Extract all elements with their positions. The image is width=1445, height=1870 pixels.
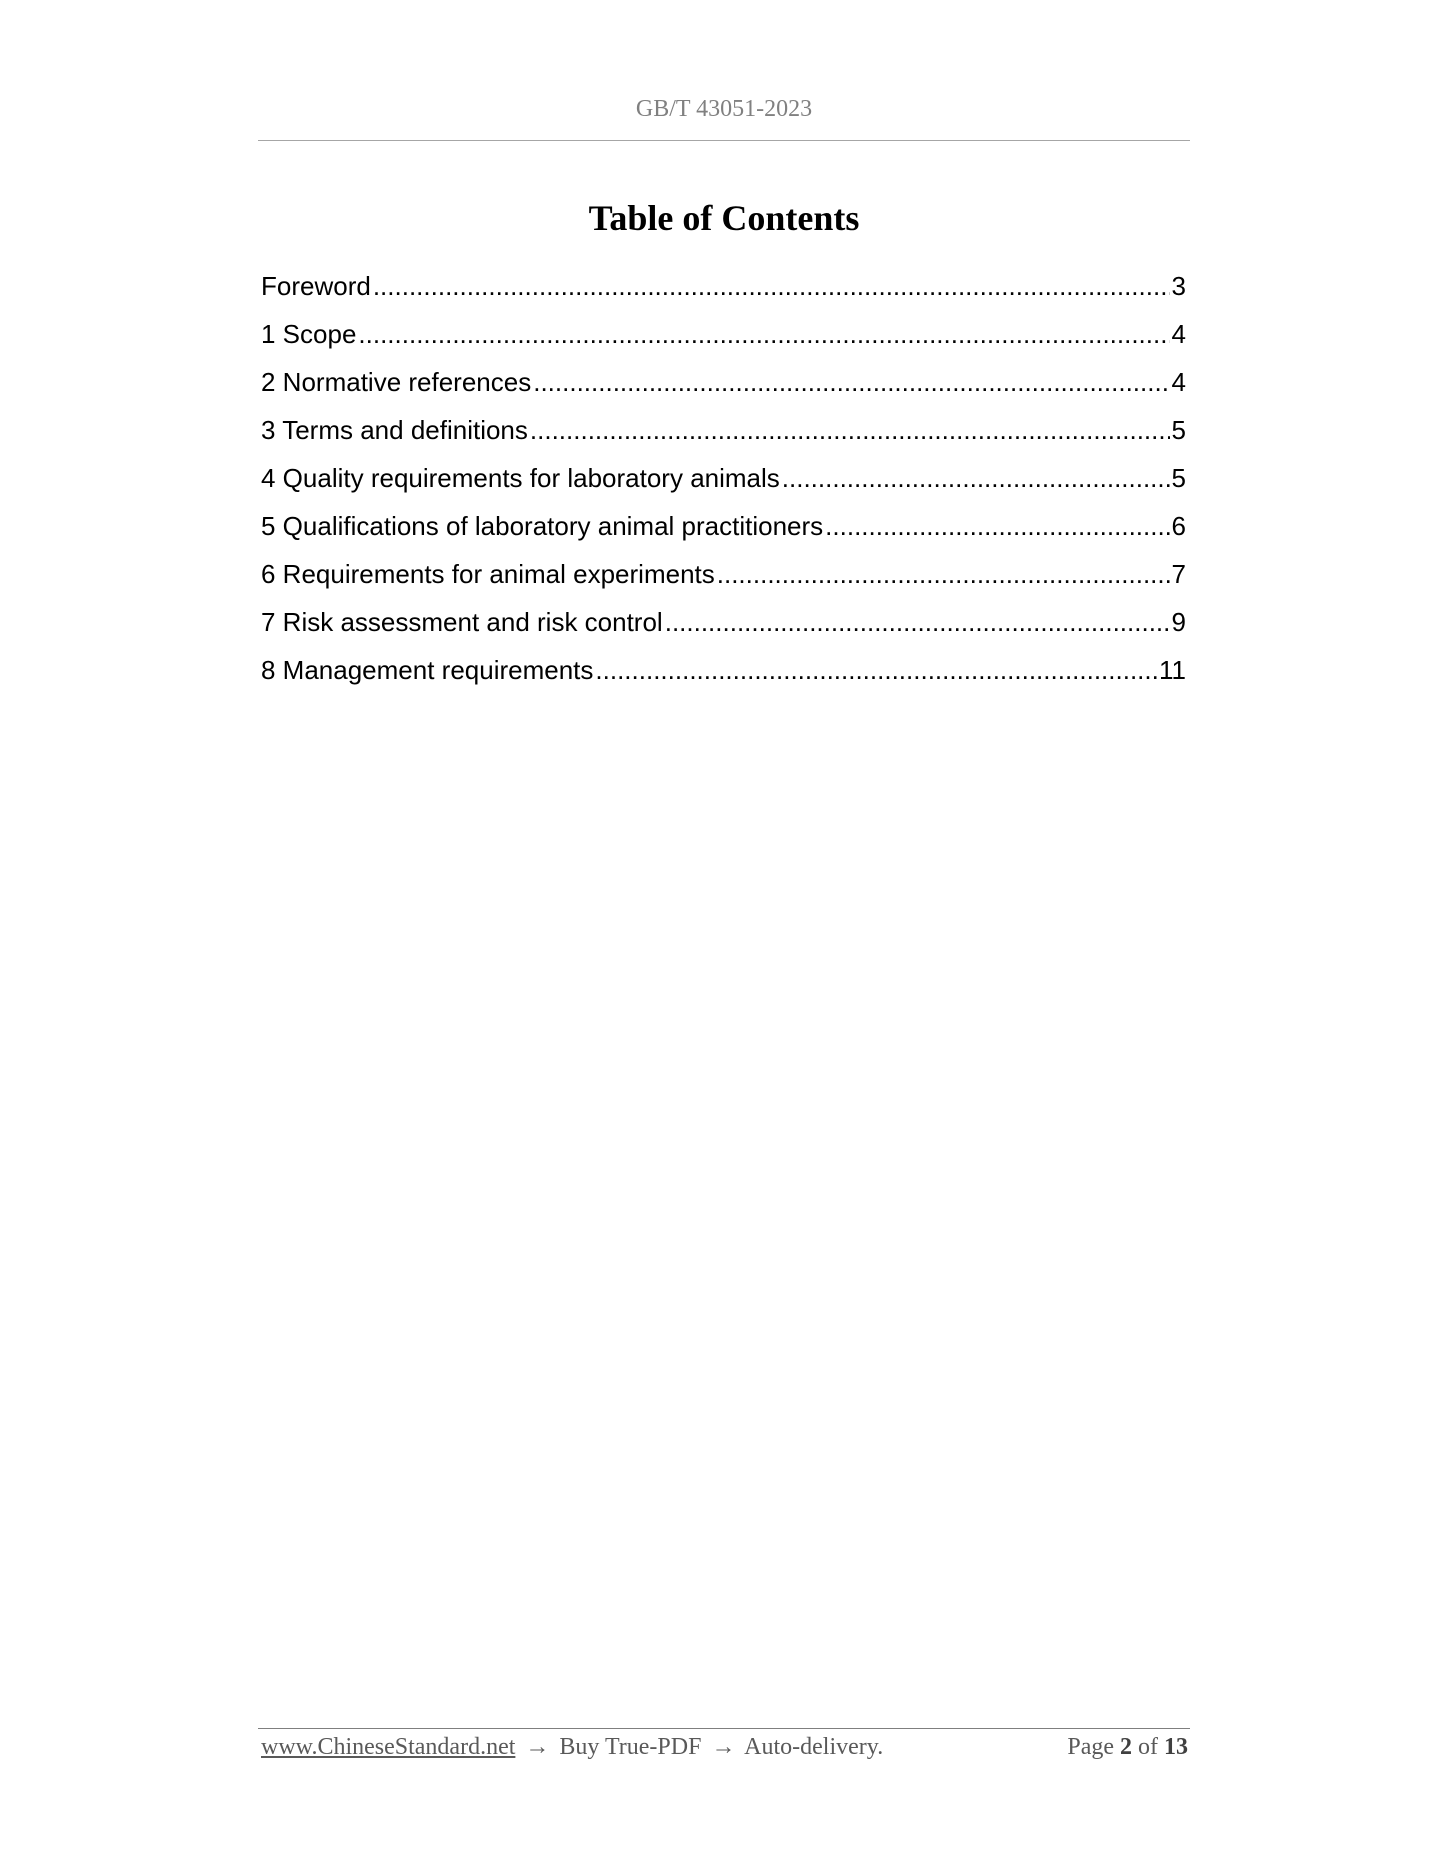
right-arrow-icon: → [711,1734,736,1760]
toc-entry-label: 1 Scope [261,319,357,349]
toc-list [261,268,1186,700]
toc-entry-terms-definitions[interactable] [261,412,1186,460]
toc-entry-page: 11 [1159,655,1186,685]
toc-entry-label: 2 Normative references [261,367,532,397]
footer-delivery-text: Auto-delivery. [744,1734,884,1760]
toc-entry-foreword[interactable] [261,268,1186,316]
toc-entry-page: 5 [1171,463,1186,493]
toc-entry-management-requirements[interactable] [261,652,1186,700]
toc-entry-animal-experiments[interactable] [261,556,1186,604]
toc-entry-page: 7 [1171,559,1186,589]
toc-entry-page: 4 [1171,367,1186,397]
toc-entry-page: 6 [1171,511,1186,541]
footer-buy-text: Buy True-PDF [559,1734,702,1760]
page-word: Page [1067,1734,1114,1760]
toc-entry-label: Foreword [261,271,371,301]
toc-entry-qualifications[interactable] [261,508,1186,556]
toc-entry-risk-assessment[interactable] [261,604,1186,652]
total-pages: 13 [1164,1734,1188,1760]
toc-entry-scope[interactable] [261,316,1186,364]
toc-entry-page: 9 [1171,607,1186,637]
toc-leader-dots [825,508,1169,544]
toc-leader-dots [782,460,1170,496]
toc-entry-page: 3 [1171,271,1186,301]
toc-entry-label: 5 Qualifications of laboratory animal practitioners [261,511,824,541]
toc-title: Table of Contents [588,198,860,238]
toc-entry-label: 8 Management requirements [261,655,594,685]
toc-entry-normative-references[interactable] [261,364,1186,412]
toc-leader-dots [530,412,1170,448]
footer-divider [258,1728,1190,1729]
footer-promo [261,1732,883,1762]
running-header: GB/T 43051-2023 [635,96,813,122]
current-page: 2 [1120,1734,1132,1760]
toc-leader-dots [717,556,1170,592]
toc-leader-dots [358,316,1169,352]
header-divider [258,140,1190,141]
page-footer [261,1732,1188,1762]
toc-entry-quality-requirements[interactable] [261,460,1186,508]
toc-entry-label: 7 Risk assessment and risk control [261,607,663,637]
toc-leader-dots [373,268,1170,304]
toc-entry-label: 4 Quality requirements for laboratory animals [261,463,780,493]
toc-leader-dots [665,604,1170,640]
toc-entry-label: 6 Requirements for animal experiments [261,559,715,589]
toc-entry-page: 5 [1171,415,1186,445]
of-word: of [1138,1734,1158,1760]
right-arrow-icon: → [525,1734,550,1760]
toc-leader-dots [533,364,1169,400]
toc-leader-dots [595,652,1157,688]
site-link[interactable]: www.ChineseStandard.net [261,1734,516,1760]
toc-entry-label: 3 Terms and definitions [261,415,528,445]
toc-entry-page: 4 [1171,319,1186,349]
page-number [1067,1732,1188,1762]
